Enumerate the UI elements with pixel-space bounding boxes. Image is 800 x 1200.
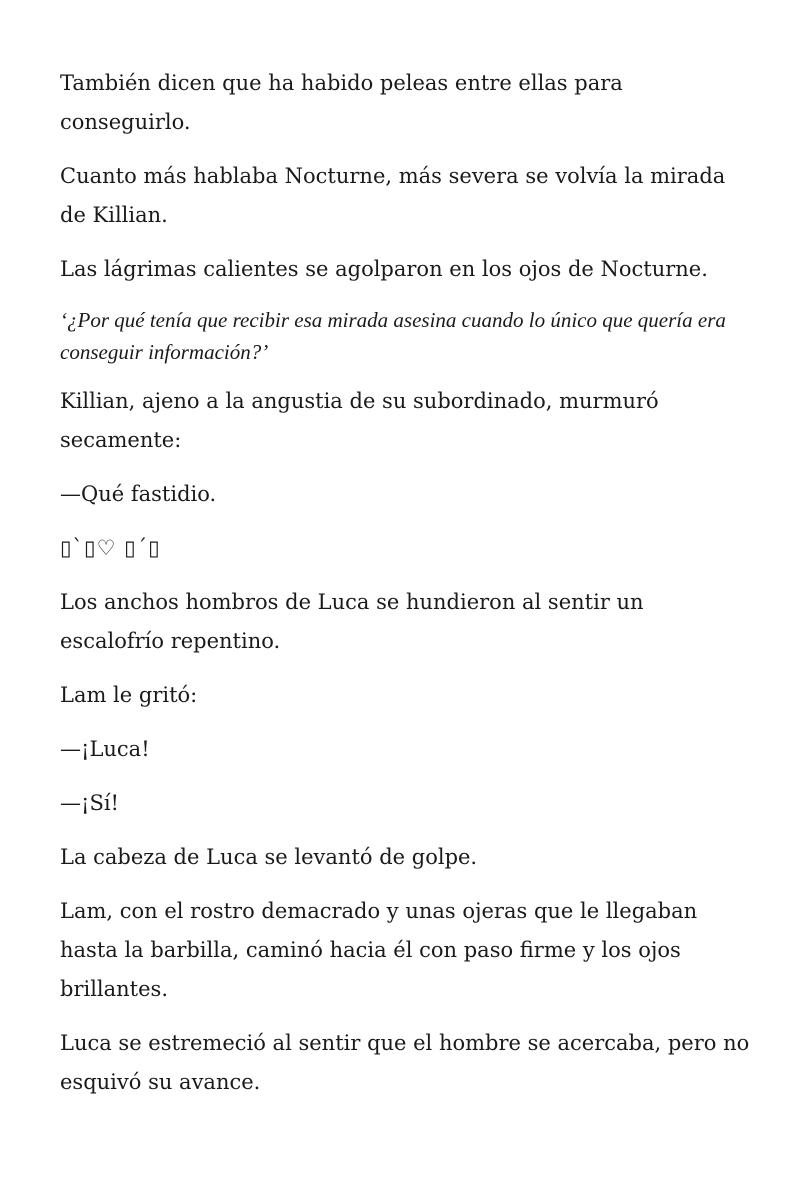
paragraph-13: Lam, con el rostro demacrado y unas ojeras que le llegaban hasta la barbilla, caminó hacia él con paso firme y los ojos brillantes. <box>60 899 698 1001</box>
paragraph-9: Lam le gritó: <box>60 683 198 707</box>
paragraph-12: La cabeza de Luca se levantó de golpe. <box>60 845 478 869</box>
emoticon-line: ▯`▯♡ ▯´▯ <box>60 536 161 560</box>
dialogue-line-2: —¡Luca! <box>60 737 150 761</box>
paragraph-8: Los anchos hombros de Luca se hundieron al sentir un escalofrío repentino. <box>60 590 644 653</box>
paragraph-14: Luca se estremeció al sentir que el hombre se acercaba, pero no esquivó su avance. <box>60 1031 750 1094</box>
paragraph-5: Killian, ajeno a la angustia de su subordinado, murmuró secamente: <box>60 389 659 452</box>
inner-thought-paragraph: ‘¿Por qué tenía que recibir esa mirada asesina cuando lo único que quería era conseguir información?’ <box>60 308 726 364</box>
ebook-page <box>60 64 750 1117</box>
dialogue-line-1: —Qué fastidio. <box>60 482 217 506</box>
paragraph-3: Las lágrimas calientes se agolparon en los ojos de Nocturne. <box>60 257 708 281</box>
paragraph-1: También dicen que ha habido peleas entre ellas para conseguirlo. <box>60 71 623 134</box>
paragraph-2: Cuanto más hablaba Nocturne, más severa se volvía la mirada de Killian. <box>60 164 726 227</box>
dialogue-line-3: —¡Sí! <box>60 791 119 815</box>
